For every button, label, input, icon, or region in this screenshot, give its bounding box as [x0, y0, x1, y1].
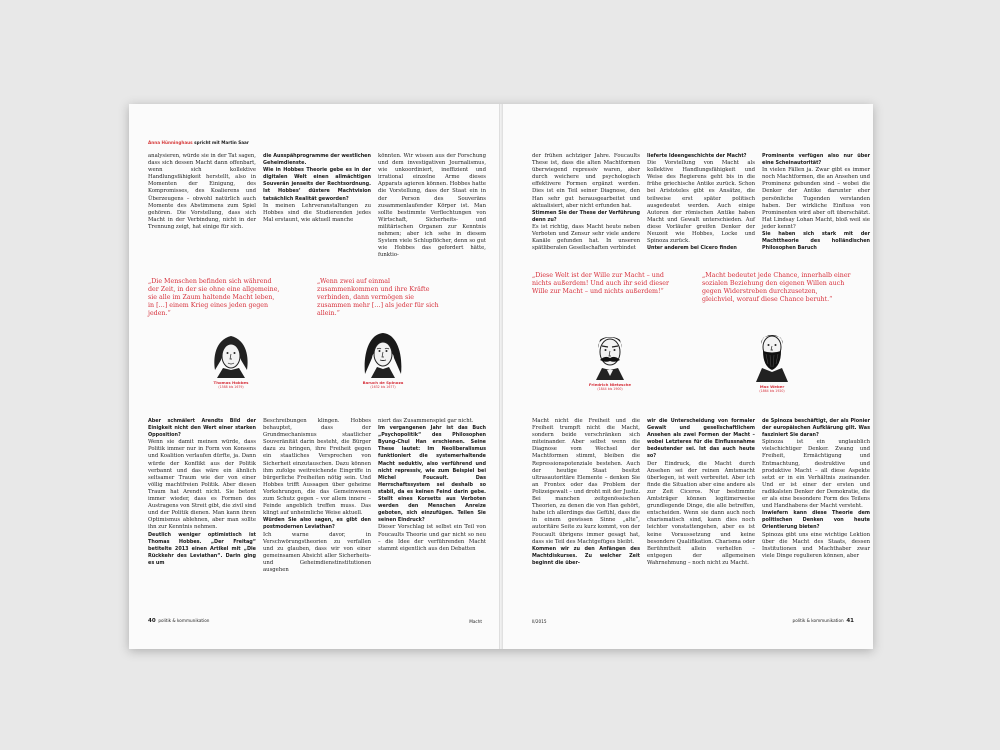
right-page: [502, 104, 873, 649]
text: Macht nicht die Freiheit und die Freiheit trumpft nicht die Macht, sondern beide verschränken sich miteinander. Aber selbst wenn die Diagnose vom Wechsel der Machtformen stimmt, bleiben die Repressionspotenziale bestehen. Auch der heutige Staat besitzt ultrasautoritäre Elemente – denken Sie an Frontex oder das Problem der Polizeigewalt – und droht mit der Justiz. Bei manchen zeitgenössischen Theorien, zu denen die von Han gehört, habe ich allerdings das Gefühl, dass die in einem gewissen Sinne „alte“, autoritäre Seite zu kurz kommt, von der Foucault übrigens immer gesagt hat, dass sie Teil des Machtgefüges bleibt.: [532, 418, 640, 545]
caption-nietzsche: Friedrich Nietzsche (1844 bis 1900): [588, 382, 632, 391]
left-bottom-col2: [263, 418, 371, 574]
question: Aber schmälert Arendts Bild der Einigkeit nicht den Wert einer starken Opposition?: [148, 418, 256, 439]
quote-hobbes: „Die Menschen befinden sich während der Zeit, in der sie ohne eine allgemeine, sie alle im Zaum haltende Macht leben, in […] einem Krieg eines jeden gegen jeden.“: [148, 278, 280, 318]
publication-name: politik & kommunikation: [158, 618, 210, 623]
text: Spinoza ist ein unglaublich vielschichtiger Denker. Zwang und Freiheit, Ermächtigung und Entmachtung, destruktive und produktive Macht – all diese Aspekte setzt er in ein Verhältnis zueinander. Und er ist einer der ersten und radikalsten Denker der Demokratie, die er als eine besondere Form des Teilens und Handhabens der Macht versteht.: [762, 439, 870, 510]
caption-weber: Max Weber (1864 bis 1920): [759, 384, 785, 393]
text: der frühen achtziger Jahre. Foucaults These ist, dass die alten Machtformen überwiegend repressiv waren, aber durch weichere und psychologisch effektivere Formen ergänzt werden. Dies ist ein Teil seiner Diagnose, den Han sehr gut herausgearbeitet und aktualisiert, aber nicht erfunden hat.: [532, 153, 640, 209]
question: lieferte Ideengeschichte der Macht?: [647, 153, 747, 159]
text: Beschreibungen klingen. Hobbes behauptet, dass der Grundmechanismus staatlicher Souveränität darin besteht, die Bürger dazu zu bringen, ihre Freiheit gegen ein staatliches Versprechen von Sicherheit einzutauschen. Dazu können ihm zufolge weitreichende Eingriffe in bürgerliche Freiheiten nötig sein. Und Hobbes trifft Aussagen über geheime Vorkehrungen, die das Gemeinwesen zum Schutz gegen – vor allem innere – Feinde angeblich treffen muss. Das klingt auf unheimliche Weise aktuell.: [263, 418, 371, 517]
text: niert das Zusammenspiel gar nicht.: [378, 418, 474, 424]
text: Dieser Vorschlag ist selbst ein Teil von Foucaults Theorie und gar nicht so neu – die Idee der verführenden Macht stammt eigentlich aus den Debatten: [378, 524, 486, 552]
question: de Spinoza beschäftigt, der als Pionier der europäischen Aufklärung gilt. Was fasziniert Sie daran?: [762, 418, 870, 439]
question: Kommen wir zu den Anfängen des Machtdiskurses. Zu welcher Zeit beginnt die über-: [532, 545, 640, 566]
caption-spinoza: Baruch de Spinoza (1632 bis 1677): [362, 380, 404, 389]
text: Wenn sie damit meinen würde, dass Politik immer nur in Form von Konsens und Koalition verlaufen dürfte, ja. Dann würde der Konflikt aus der Politik verbannt und das wäre ein ähnlich seltsamer Traum wie der von einer völlig machtfreien Politik. Aber diesen Traum hat Arendt nicht. Sie betont immer wieder, dass es Formen des Austragens von Streit gibt, die zivil sind und der Politik dienen. Man kann ihren Optimismus ablehnen, aber man sollte ihn zur Kenntnis nehmen.: [148, 439, 256, 531]
quote-weber: „Macht bedeutet jede Chance, innerhalb einer sozialen Beziehung den eigenen Willen auch gegen Widerstreben durchzusetzen, gleichviel, worauf diese Chance beruht.“: [702, 272, 851, 304]
text: In vielen Fällen ja. Zwar gibt es immer noch Machtformen, die an Ansehen und Prominenz gebunden sind – wobei die Denker der Antike darunter eher persönliche Tugenden verstanden haben. Der wirkliche Einfluss von Prominenten wird aber oft überschätzt. Hat Lindsay Lohan Macht, bloß weil sie jeder kennt?: [762, 167, 870, 230]
right-bottom-col1: [532, 418, 640, 567]
right-bottom-col2: [647, 418, 755, 567]
question: Wie in Hobbes Theorie gebe es in der digitalen Welt einen allmächtigen Souverän jenseits der Rechtsordnung. Ist Hobbes’ düstere Machtvision tatsächlich Realität geworden?: [263, 167, 371, 202]
interview-header: [148, 140, 249, 145]
caption-hobbes: Thomas Hobbes (1588 bis 1679): [213, 380, 249, 389]
quote-spinoza: „Wenn zwei auf einmal zusammenkommen und ihre Kräfte verbinden, dann vermögen sie zusammen mehr […] als jeder für sich allein.“: [317, 278, 439, 318]
left-footer-section: [469, 619, 482, 624]
right-bottom-col3: [762, 418, 870, 560]
weber-portrait-icon: [750, 324, 794, 382]
page-number: 41: [846, 618, 854, 624]
question: Unter anderem bei Cicero finden: [647, 245, 737, 252]
text: könnten. Wir wissen aus der Forschung und dem investigativen Journalismus, wie unkoordiniert, ineffizient und irrational einzelne Arme dieses Apparats agieren können. Hobbes hatte die Vorstellung, dass der Staat ein in der Person des Souveräns zusammenlaufender Körper ist. Man sollte bestimmte Verflechtungen von Wirtschaft, Sicherheits- und militärischen Organen zur Kenntnis nehmen; aber ich sehe in diesem System viele Schlupflöcher, denn so gut wie Hobbes das gefordert hätte, funktio-: [378, 153, 486, 259]
hobbes-portrait-icon: [209, 330, 253, 378]
left-footer: [148, 618, 209, 624]
text: analysieren, würde sie in der Tat sagen, dass sich dessen Macht dann offenbart, wenn sich kollektive Handlungsfähigkeit herstellt, also in Momenten der Einigung, des Kompromisses, des Koalierens und Überzeugens – obwohl natürlich auch Momente des Abstimmens zum Spiel gehören. Die Vorstellung, dass sich Macht in der Verbindung, nicht in der Trennung zeigt, hat einige für sich.: [148, 153, 256, 230]
left-page: [129, 104, 500, 649]
question: wir die Unterscheidung von formaler Gewalt und gesellschaftlichem Ansehen als zwei Formen der Macht – wobei Letzteres für die Einflussnahme bedeutender sei. Ist das auch heute so?: [647, 418, 755, 460]
magazine-spread: [129, 104, 873, 649]
issue-number: II/2015: [532, 619, 547, 624]
text: Der Eindruck, die Macht durch Ansehen sei der reinen Amtsmacht überlegen, ist weit verbreitet. Aber ich finde die Situation aber eine andere als zur Zeit Ciceros. Nur bestimmte Amtsträger können legitimerweise grundlegende Dinge, die alle betreffen, entscheiden. Wenn sie dann auch noch charismatisch sind, kann dies noch leichter vonstattengehen, aber es ist keine Voraussetzung und keine besondere Qualifikation. Charisma oder Berühmtheit allein verhelfen – entgegen der allgemeinen Wahrnehmung – noch nicht zu Macht.: [647, 460, 755, 566]
text: Die Vorstellung von Macht als kollektive Handlungsfähigkeit und Weise des Regierens geht bis in die frühe griechische Antike zurück. Schon bei Aristoteles gibt es Ansätze, die teilweise erst später politisch ausgedeutet werden. Auch einige Autoren der römischen Antike haben Macht und Gewalt unterschieden. Auf diese Vorläufer greifen Denker der Neuzeit wie Hobbes, Locke und Spinoza zurück.: [647, 160, 755, 245]
question: Deutlich weniger optimistisch ist Thomas Hobbes. „Der Freitag“ betitelte 2013 einen Artikel mit „Die Rückkehr des Leviathan“. Darin ging es um: [148, 531, 256, 566]
right-footer-issue: [532, 619, 547, 624]
left-bottom-col3: [378, 418, 486, 553]
question: Stimmen Sie der These der Verführung denn zu?: [532, 209, 640, 223]
quote-nietzsche: „Diese Welt ist der Wille zur Macht – und nichts außerdem! Und auch ihr seid dieser Wille zur Macht – und nichts außerdem!“: [532, 272, 670, 296]
text: In meinen Lehrveranstaltungen zu Hobbes sind die Studierenden jedes Mal erstaunt, wie aktuell manche: [263, 202, 371, 223]
text: Spinoza gibt uns eine wichtige Lektion über die Macht des Staats, dessen Institutionen und Machthaber zwar viele Dinge regulieren können, aber: [762, 531, 870, 559]
header-rest: spricht mit Martin Saar: [192, 140, 249, 145]
question: Sie haben sich stark mit der Machttheorie des holländischen Philosophen Baruch: [762, 231, 870, 252]
text: Es ist richtig, dass Macht heute neben Verboten und Zensur sehr viele andere Kanäle gefunden hat. In unseren spätliberalen Gesellschaften verbindet: [532, 223, 640, 252]
right-top-col1: [532, 153, 640, 252]
right-top-col2: [647, 153, 755, 252]
nietzsche-portrait-icon: [588, 326, 632, 380]
text: die Ausspähprogramme der westlichen Geheimdienste.: [263, 153, 371, 167]
left-top-col3: [378, 153, 486, 259]
left-bottom-col1: [148, 418, 256, 567]
right-top-col3: [762, 153, 870, 252]
text: Ich warne davor, in Verschwörungstheorien zu verfallen und zu glauben, dass wir von einer gemeinsamen Absicht aller Sicherheits- und Geheimdienstinstitutionen ausgehen: [263, 531, 371, 573]
question: Im vergangenen Jahr ist das Buch „Psychopolitik“ des Philosophen Byung-Chul Han erschienen. Seine These lautet: Im Neoliberalismus funktioniert die systemerhaltende Macht seduktiv, also verführend und nicht repressiv, wie zum Beispiel bei Michel Foucault. Das Herrschaftssystem sei deshalb so stabil, da es keinen Feind darin gebe. Stellt eines Korsetts aus Verboten werden den Menschen Anreize geboten, sich einzufügen. Teilen Sie seinen Eindruck?: [378, 425, 486, 524]
question: Prominente verfügen also nur über eine Scheinautorität?: [762, 153, 870, 167]
question: Inwiefern kann diese Theorie dem politischen Denken von heute Orientierung bieten?: [762, 510, 870, 531]
page-number: 40: [148, 618, 156, 624]
question: Würden Sie also sagen, es gibt den postmodernen Leviathan?: [263, 517, 371, 531]
section-name: Macht: [469, 619, 482, 624]
spinoza-portrait-icon: [361, 328, 405, 378]
left-top-col1: [148, 153, 256, 231]
author-name: Anna Hünninghaus: [148, 140, 193, 145]
right-footer: [793, 618, 854, 624]
left-top-col2: [263, 153, 371, 224]
publication-name: politik & kommunikation: [792, 618, 844, 623]
